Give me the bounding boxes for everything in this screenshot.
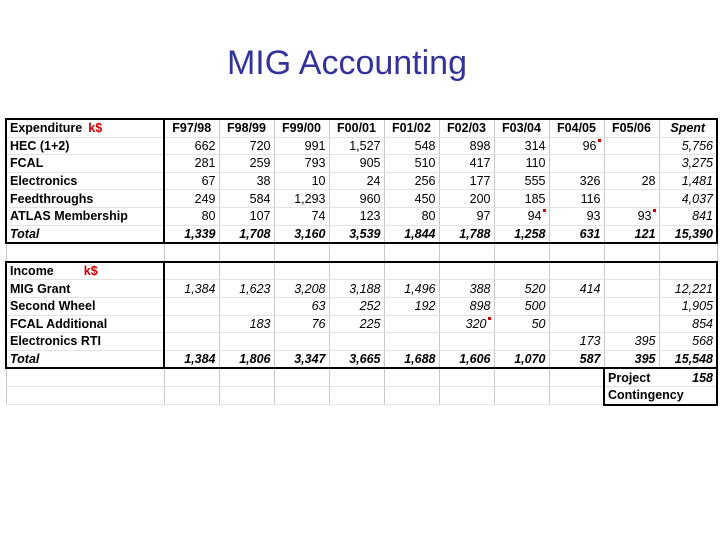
value-cell: 50 [494, 315, 549, 333]
empty-cell [549, 243, 604, 262]
total-cell: 3,539 [329, 225, 384, 243]
spent-cell: 568 [659, 333, 717, 351]
contingency-row-1 [6, 368, 717, 386]
value-cell: 63 [274, 297, 329, 315]
value-cell: 259 [219, 155, 274, 173]
total-cell: 587 [549, 350, 604, 368]
row-label: Electronics [6, 172, 164, 190]
year-header-4: F01/02 [384, 119, 439, 137]
value-cell [329, 333, 384, 351]
comment-marker-icon [598, 139, 601, 142]
empty-cell [604, 262, 659, 280]
value-cell: 80 [164, 207, 219, 225]
income-unit: k$ [83, 264, 98, 279]
row-label: FCAL [6, 155, 164, 173]
income-header-row [6, 262, 717, 280]
expenditure-row [6, 190, 717, 208]
total-cell: 121 [604, 225, 659, 243]
value-cell [219, 333, 274, 351]
spent-cell: 854 [659, 315, 717, 333]
income-header-cell [6, 262, 164, 280]
empty-cell [549, 262, 604, 280]
empty-cell [384, 386, 439, 404]
expenditure-row [6, 207, 717, 225]
empty-cell [659, 262, 717, 280]
empty-cell [494, 262, 549, 280]
value-cell [219, 297, 274, 315]
value-cell: 1,527 [329, 137, 384, 155]
value-cell: 281 [164, 155, 219, 173]
value-cell [549, 315, 604, 333]
empty-cell [494, 368, 549, 386]
spent-cell: 1,481 [659, 172, 717, 190]
value-cell: 94 [494, 207, 549, 225]
value-cell: 1,384 [164, 280, 219, 298]
value-cell: 548 [384, 137, 439, 155]
project-label: Project [608, 370, 651, 385]
value-cell: 80 [384, 207, 439, 225]
row-label: HEC (1+2) [6, 137, 164, 155]
value-cell: 793 [274, 155, 329, 173]
empty-cell [274, 243, 329, 262]
total-spent-cell: 15,390 [659, 225, 717, 243]
value-cell: 3,188 [329, 280, 384, 298]
total-label: Total [6, 350, 164, 368]
empty-cell [604, 243, 659, 262]
spent-cell: 4,037 [659, 190, 717, 208]
empty-cell [384, 262, 439, 280]
value-cell: 395 [604, 333, 659, 351]
empty-cell [659, 243, 717, 262]
value-cell: 110 [494, 155, 549, 173]
value-cell [384, 333, 439, 351]
year-header-5: F02/03 [439, 119, 494, 137]
value-cell [439, 333, 494, 351]
value-cell [164, 333, 219, 351]
value-cell [604, 137, 659, 155]
income-label: Income [10, 264, 54, 279]
year-header-3: F00/01 [329, 119, 384, 137]
empty-cell [219, 243, 274, 262]
value-cell: 3,208 [274, 280, 329, 298]
value-cell: 185 [494, 190, 549, 208]
year-header-6: F03/04 [494, 119, 549, 137]
empty-cell [329, 243, 384, 262]
value-cell: 93 [604, 207, 659, 225]
year-header-2: F99/00 [274, 119, 329, 137]
contingency-label: Contingency [604, 386, 717, 404]
empty-cell [274, 368, 329, 386]
expenditure-header-row [6, 119, 717, 137]
row-label: MIG Grant [6, 280, 164, 298]
empty-cell [384, 243, 439, 262]
spent-header: Spent [659, 119, 717, 137]
value-cell: 256 [384, 172, 439, 190]
empty-cell [439, 243, 494, 262]
comment-marker-icon [653, 209, 656, 212]
empty-cell [219, 262, 274, 280]
row-label: Feedthroughs [6, 190, 164, 208]
value-cell: 1,496 [384, 280, 439, 298]
value-cell: 555 [494, 172, 549, 190]
value-cell [164, 315, 219, 333]
value-cell: 584 [219, 190, 274, 208]
value-cell: 388 [439, 280, 494, 298]
empty-cell [164, 368, 219, 386]
value-cell: 96 [549, 137, 604, 155]
empty-cell [329, 368, 384, 386]
contingency-value: 158 [692, 370, 713, 385]
empty-cell [274, 386, 329, 404]
value-cell: 252 [329, 297, 384, 315]
value-cell: 10 [274, 172, 329, 190]
value-cell [549, 297, 604, 315]
value-cell [164, 297, 219, 315]
value-cell: 991 [274, 137, 329, 155]
empty-cell [6, 368, 164, 386]
total-cell: 1,806 [219, 350, 274, 368]
empty-cell [164, 243, 219, 262]
year-header-1: F98/99 [219, 119, 274, 137]
total-cell: 1,688 [384, 350, 439, 368]
expenditure-unit: k$ [88, 121, 103, 136]
income-row [6, 315, 717, 333]
total-cell: 1,070 [494, 350, 549, 368]
total-cell: 1,844 [384, 225, 439, 243]
total-cell: 3,160 [274, 225, 329, 243]
empty-cell [549, 368, 604, 386]
value-cell: 1,293 [274, 190, 329, 208]
spent-cell: 5,756 [659, 137, 717, 155]
value-cell: 107 [219, 207, 274, 225]
value-cell: 116 [549, 190, 604, 208]
income-row [6, 280, 717, 298]
value-cell: 97 [439, 207, 494, 225]
expenditure-row [6, 137, 717, 155]
value-cell: 1,623 [219, 280, 274, 298]
value-cell: 38 [219, 172, 274, 190]
value-cell: 898 [439, 297, 494, 315]
income-total-row [6, 350, 717, 368]
value-cell: 123 [329, 207, 384, 225]
value-cell: 200 [439, 190, 494, 208]
spent-cell: 3,275 [659, 155, 717, 173]
empty-cell [164, 262, 219, 280]
income-row [6, 297, 717, 315]
value-cell [549, 155, 604, 173]
spent-cell: 12,221 [659, 280, 717, 298]
value-cell: 720 [219, 137, 274, 155]
value-cell: 520 [494, 280, 549, 298]
slide-title: MIG Accounting [226, 44, 467, 82]
value-cell: 225 [329, 315, 384, 333]
table-body [6, 119, 717, 405]
total-label: Total [6, 225, 164, 243]
expenditure-header-cell [6, 119, 164, 137]
value-cell: 67 [164, 172, 219, 190]
value-cell: 417 [439, 155, 494, 173]
empty-cell [6, 386, 164, 404]
year-header-7: F04/05 [549, 119, 604, 137]
total-cell: 1,788 [439, 225, 494, 243]
total-spent-cell: 15,548 [659, 350, 717, 368]
empty-cell [439, 368, 494, 386]
row-label: Second Wheel [6, 297, 164, 315]
income-row [6, 333, 717, 351]
value-cell [384, 315, 439, 333]
value-cell: 314 [494, 137, 549, 155]
expenditure-row [6, 172, 717, 190]
row-label: Electronics RTI [6, 333, 164, 351]
expenditure-total-row [6, 225, 717, 243]
total-cell: 1,708 [219, 225, 274, 243]
year-header-8: F05/06 [604, 119, 659, 137]
value-cell [274, 333, 329, 351]
value-cell: 249 [164, 190, 219, 208]
comment-marker-icon [543, 209, 546, 212]
total-cell: 1,606 [439, 350, 494, 368]
value-cell: 450 [384, 190, 439, 208]
value-cell: 500 [494, 297, 549, 315]
empty-cell [274, 262, 329, 280]
empty-cell [439, 386, 494, 404]
empty-cell [329, 262, 384, 280]
project-contingency-cell [604, 368, 717, 386]
empty-cell [219, 386, 274, 404]
total-cell: 1,384 [164, 350, 219, 368]
value-cell [604, 155, 659, 173]
contingency-row-2 [6, 386, 717, 404]
total-cell: 631 [549, 225, 604, 243]
value-cell: 76 [274, 315, 329, 333]
empty-cell [494, 386, 549, 404]
empty-cell [329, 386, 384, 404]
value-cell: 898 [439, 137, 494, 155]
value-cell [604, 297, 659, 315]
empty-cell [219, 368, 274, 386]
value-cell: 28 [604, 172, 659, 190]
total-cell: 3,347 [274, 350, 329, 368]
comment-marker-icon [488, 317, 491, 320]
value-cell [604, 315, 659, 333]
empty-cell [549, 386, 604, 404]
value-cell: 183 [219, 315, 274, 333]
value-cell: 662 [164, 137, 219, 155]
spacer-row [6, 243, 717, 262]
total-cell: 3,665 [329, 350, 384, 368]
value-cell [494, 333, 549, 351]
empty-cell [384, 368, 439, 386]
expenditure-label: Expenditure [10, 121, 83, 136]
value-cell: 320 [439, 315, 494, 333]
value-cell: 24 [329, 172, 384, 190]
spent-cell: 1,905 [659, 297, 717, 315]
value-cell: 173 [549, 333, 604, 351]
value-cell: 192 [384, 297, 439, 315]
expenditure-row [6, 155, 717, 173]
value-cell: 326 [549, 172, 604, 190]
value-cell: 905 [329, 155, 384, 173]
value-cell: 960 [329, 190, 384, 208]
empty-cell [439, 262, 494, 280]
value-cell [604, 280, 659, 298]
value-cell: 510 [384, 155, 439, 173]
value-cell: 177 [439, 172, 494, 190]
value-cell: 93 [549, 207, 604, 225]
spent-cell: 841 [659, 207, 717, 225]
empty-cell [164, 386, 219, 404]
total-cell: 1,339 [164, 225, 219, 243]
total-cell: 1,258 [494, 225, 549, 243]
empty-cell [6, 243, 164, 262]
value-cell: 74 [274, 207, 329, 225]
row-label: FCAL Additional [6, 315, 164, 333]
value-cell: 414 [549, 280, 604, 298]
year-header-0: F97/98 [164, 119, 219, 137]
value-cell [604, 190, 659, 208]
row-label: ATLAS Membership [6, 207, 164, 225]
accounting-table [5, 118, 718, 406]
total-cell: 395 [604, 350, 659, 368]
empty-cell [494, 243, 549, 262]
